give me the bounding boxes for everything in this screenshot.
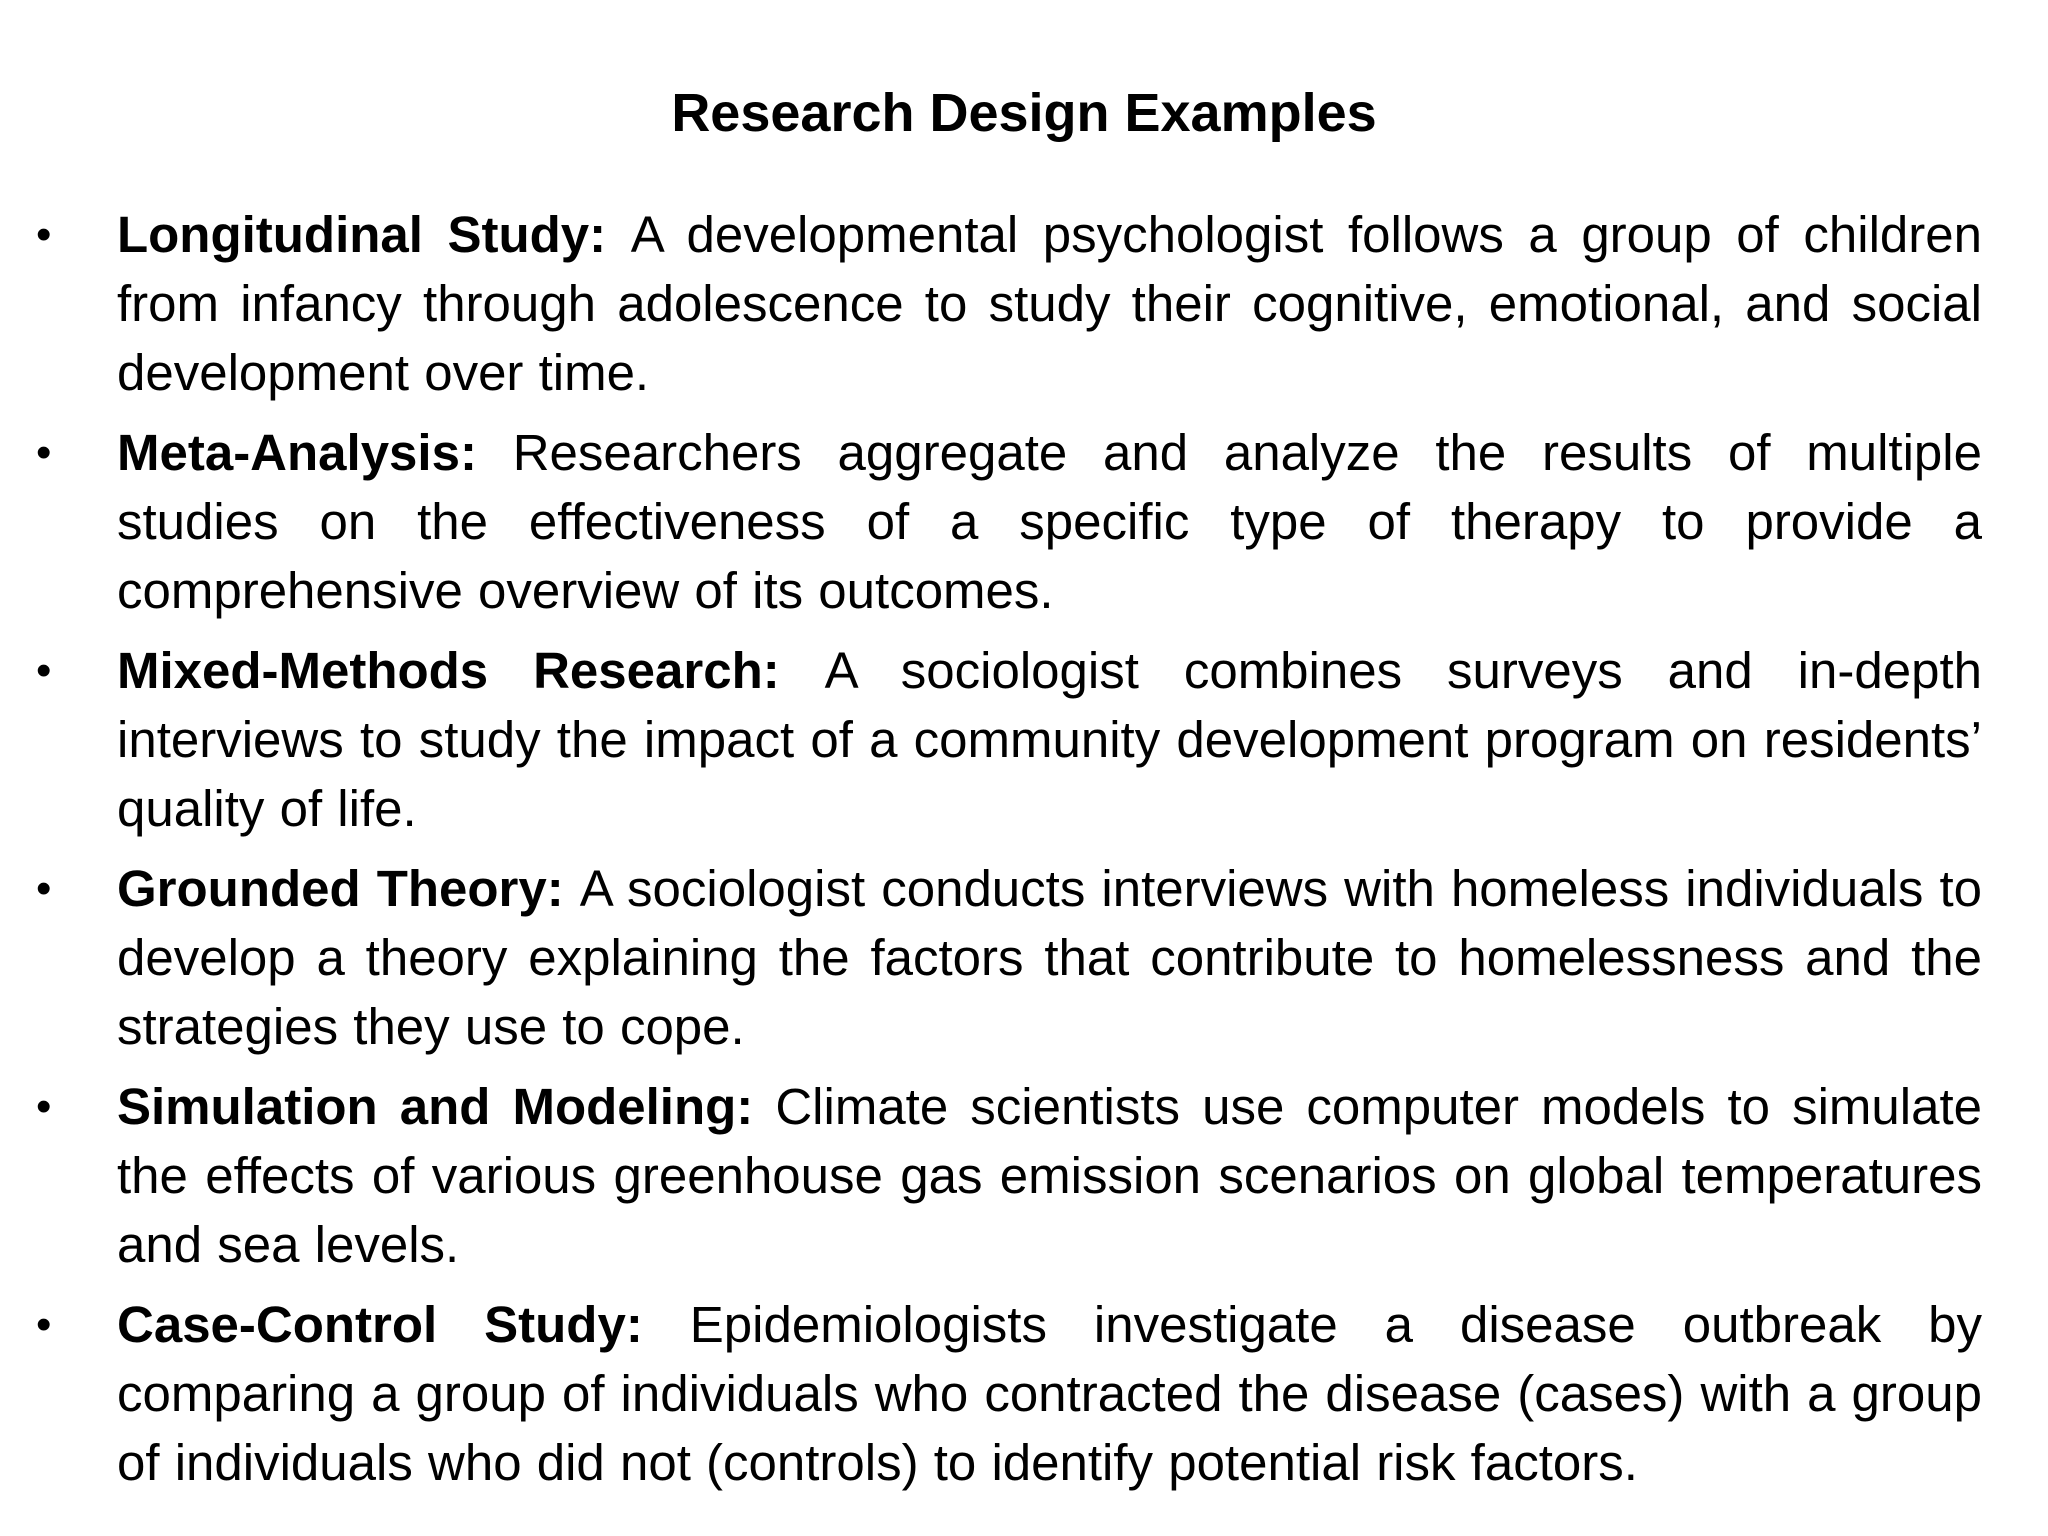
list-item-meta-analysis [36, 418, 1982, 625]
bullet-term: Simulation and Modeling: [117, 1078, 776, 1135]
list-item-case-control-study [36, 1290, 1982, 1497]
list-item-mixed-methods-research [36, 636, 1982, 843]
bullet-term: Grounded Theory: [117, 860, 580, 917]
bullet-list [36, 200, 1982, 1508]
bullet-text: Climate scientists use computer models to simulate the effects of various greenhouse gas emission scenarios on global temperatures and sea levels. [117, 1078, 1983, 1273]
list-item-longitudinal-study [36, 200, 1982, 407]
list-item-grounded-theory [36, 854, 1982, 1061]
slide-title: Research Design Examples [671, 83, 1377, 143]
bullet-icon: • [36, 1082, 52, 1131]
bullet-icon: • [36, 864, 52, 913]
bullet-text: A developmental psychologist follows a group of children from infancy through adolescence to study their cognitive, emotional, and social development over time. [117, 206, 1982, 401]
bullet-term: Mixed-Methods Research: [117, 642, 825, 699]
bullet-text: A sociologist combines surveys and in-depth interviews to study the impact of a community development program on residents’ quality of life. [117, 642, 1982, 837]
bullet-text: Researchers aggregate and analyze the results of multiple studies on the effectiveness of a specific type of therapy to provide a comprehensive overview of its outcomes. [117, 424, 1982, 619]
bullet-term: Case-Control Study: [117, 1296, 690, 1353]
list-item-simulation-and-modeling [36, 1072, 1982, 1279]
bullet-icon: • [36, 210, 52, 259]
bullet-term: Meta-Analysis: [117, 424, 513, 481]
bullet-text: Epidemiologists investigate a disease outbreak by comparing a group of individuals who contracted the disease (cases) with a group of individuals who did not (controls) to identify potential risk factors. [117, 1296, 1983, 1491]
bullet-text: A sociologist conducts interviews with homeless individuals to develop a theory explaining the factors that contribute to homelessness and the strategies they use to cope. [117, 860, 1982, 1055]
bullet-icon: • [36, 646, 52, 695]
bullet-term: Longitudinal Study: [117, 206, 631, 263]
bullet-icon: • [36, 1300, 52, 1349]
bullet-icon: • [36, 428, 52, 477]
